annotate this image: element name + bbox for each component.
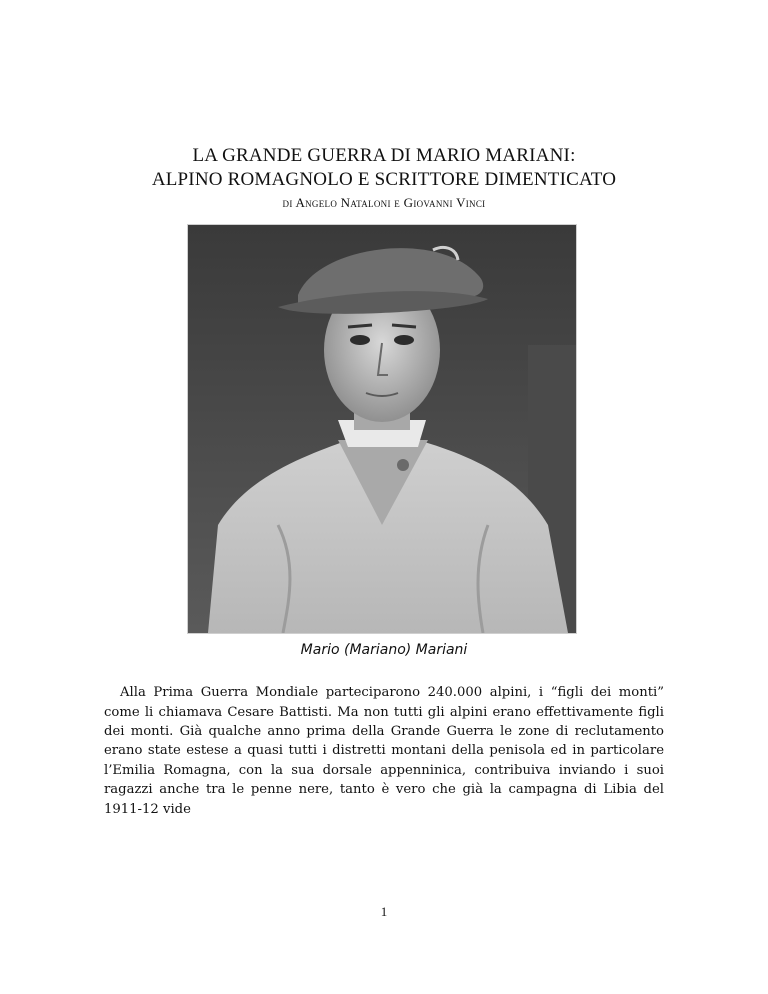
title-line-2: ALPINO ROMAGNOLO E SCRITTORE DIMENTICATO bbox=[151, 169, 617, 190]
page-number: 1 bbox=[380, 904, 388, 919]
body-paragraph: Alla Prima Guerra Mondiale parteciparono 240.000 alpini, i “figli dei monti” come li chiamava Cesare Battisti. Ma non tutti gli alpini erano effettivamente figli dei monti. Già qualche anno prima della Grande Guerra le zone di reclutamento erano state estese a quasi tutti i distretti montani della penisola ed in particolare l’Emilia Romagna, con la sua dorsale appenninica, contribuiva inviando i suoi ragazzi anche tra le penne nere, tanto è vero che già la campagna di Libia del 1911-12 vide bbox=[104, 685, 664, 817]
portrait-photo bbox=[187, 224, 577, 634]
portrait-illustration bbox=[188, 225, 576, 633]
photo-caption: Mario (Mariano) Mariani bbox=[300, 642, 468, 658]
author-byline: di Angelo Nataloni e Giovanni Vinci bbox=[282, 195, 486, 210]
title-line-1: LA GRANDE GUERRA DI MARIO MARIANI: bbox=[192, 145, 576, 166]
document-title bbox=[0, 144, 768, 192]
